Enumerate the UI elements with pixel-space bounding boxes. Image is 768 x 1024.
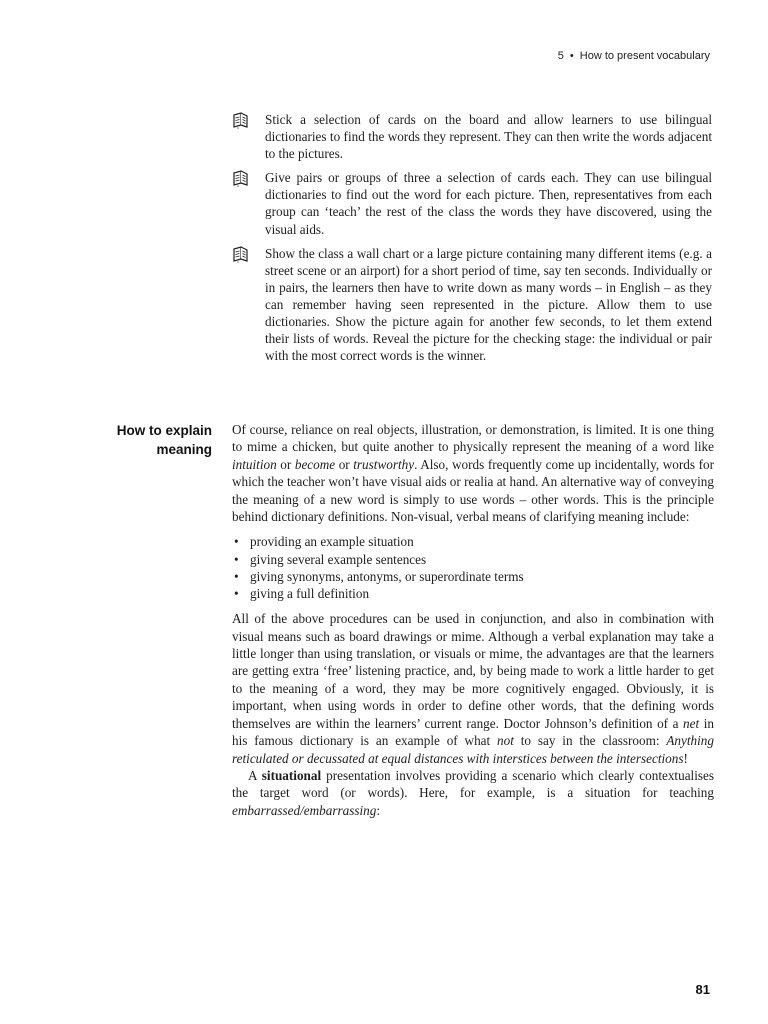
text-run: A	[248, 767, 262, 783]
list-item-text: providing an example situation	[250, 534, 414, 550]
text-run: :	[376, 802, 381, 818]
bullet-glyph: •	[234, 534, 239, 550]
list-item	[232, 585, 714, 602]
body-paragraph	[232, 767, 714, 819]
bullet-glyph: •	[234, 551, 239, 567]
dictionary-activity-icon	[232, 169, 265, 189]
chapter-number: 5	[557, 50, 564, 62]
example-word: become	[294, 456, 336, 472]
list-item	[232, 551, 714, 568]
running-head	[558, 50, 710, 62]
text-run: !	[683, 750, 688, 766]
list-item-text: giving synonyms, antonyms, or superordinate terms	[250, 568, 524, 584]
section-body	[232, 421, 714, 819]
activity-item	[232, 111, 712, 162]
text-run: presentation involves providing a scenario which clearly contextualises the target word (or words). Here, for example, is a situation for teaching	[232, 767, 714, 801]
example-word: trustworthy	[353, 456, 415, 472]
text-run: or	[276, 456, 295, 472]
key-term: situational	[261, 767, 322, 783]
section-heading-line: meaning	[156, 442, 212, 457]
text-run: Of course, reliance on real objects, illustration, or demonstration, is limited. It is one thing to mime a chicken, but quite another to physically represent the meaning of a word like	[232, 422, 714, 455]
text-run: All of the above procedures can be used in conjunction, and also in combination with visual means such as board drawings or mime. Although a verbal explanation may take a little longer than using translation, or visuals or mime, the advantages are that the learners are getting extra ‘free’ listening practice, and, by being made to work a little harder to get to the meaning of a word, they may be more cognitively engaged. Obviously, it is important, when using words in order to define other words, that the defining words themselves are within the learners’ current range. Doctor Johnson’s definition of a	[232, 611, 714, 731]
example-word: not	[497, 733, 514, 749]
body-paragraph	[232, 421, 714, 525]
list-item	[232, 533, 714, 550]
text-run: in his famous dictionary is an example of what	[232, 715, 714, 749]
text-run: to say in the classroom:	[513, 733, 667, 749]
activity-item	[232, 169, 712, 237]
activity-text: Show the class a wall chart or a large picture containing many different items (e.g. a street scene or an airport) for a short period of time, say ten seconds. Individually or in pairs, the learners then have to write down as many words – in English – as they can remember having seen represented in the picture. Allow them to use dictionaries. Show the picture again for another few seconds, to let them extend their lists of words. Reveal the picture for the checking stage: the individual or pair with the most correct words is the winner.	[265, 245, 712, 364]
dictionary-activity-icon	[232, 111, 265, 131]
dictionary-activity-icon	[232, 245, 265, 265]
activity-list	[232, 111, 712, 371]
header-separator: •	[569, 50, 574, 62]
section-heading	[60, 421, 212, 459]
example-word: net	[683, 715, 700, 731]
text-run: or	[335, 456, 354, 472]
list-item-text: giving a full definition	[250, 586, 370, 602]
section-heading-line: How to explain	[116, 423, 212, 438]
example-word: embarrassed/embarrassing	[232, 802, 377, 818]
activity-text: Stick a selection of cards on the board and allow learners to use bilingual dictionaries to find the words they represent. They can then write the words adjacent to the pictures.	[265, 112, 712, 162]
list-item-text: giving several example sentences	[250, 551, 427, 567]
activity-item	[232, 245, 712, 365]
page-number: 81	[695, 982, 710, 997]
text-run: . Also, words frequently come up incidentally, words for which the teacher won’t have visual aids or realia at hand. An alternative way of conveying the meaning of a new word is simply to use words – other words. This is the principle behind dictionary definitions. Non-visual, verbal means of clarifying meaning include:	[232, 456, 714, 525]
bullet-glyph: •	[234, 568, 239, 584]
bullet-glyph: •	[234, 586, 239, 602]
methods-list	[232, 533, 714, 602]
example-word: intuition	[232, 456, 277, 472]
body-paragraph	[232, 610, 714, 767]
chapter-title: How to present vocabulary	[579, 50, 710, 62]
list-item	[232, 568, 714, 585]
example-definition: Anything reticulated or decussated at equal distances with interstices between the intersections	[232, 733, 714, 766]
activity-text: Give pairs or groups of three a selection of cards each. They can use bilingual dictionaries to find out the word for each picture. Then, representatives from each group can ‘teach’ the rest of the class the words they have discovered, using the visual aids.	[265, 170, 712, 237]
